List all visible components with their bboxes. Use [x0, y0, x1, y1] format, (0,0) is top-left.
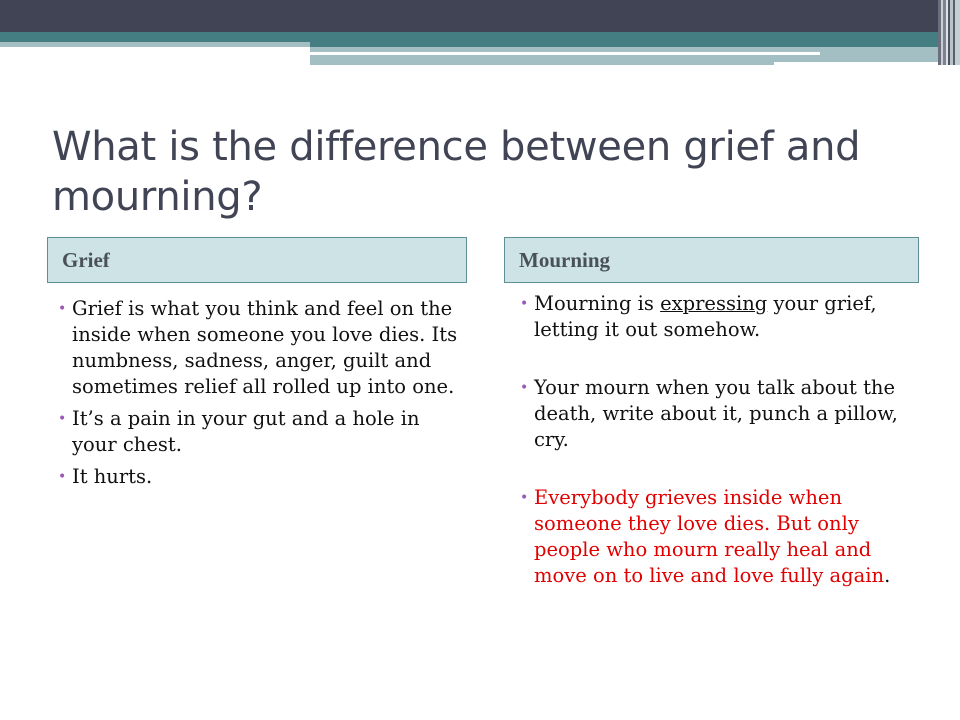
- grief-bullet: [58, 464, 458, 490]
- expressing-underlined: expressing: [660, 292, 768, 315]
- emphasis-trailing-period: .: [884, 564, 891, 587]
- mourning-bullet-text: Your mourn when you talk about the death, write about it, punch a pillow, cry.: [534, 376, 898, 451]
- header-band-teal: [0, 32, 960, 42]
- mourning-bullet-emphasis: [520, 485, 920, 589]
- bullet-icon: •: [520, 490, 529, 506]
- mourning-bullet-list: [520, 291, 920, 621]
- grief-bullet-text: Grief is what you think and feel on the inside when someone you love dies. Its numbness, sadness, anger, guilt and sometimes relief all rolled up into one.: [72, 297, 458, 398]
- mourning-bullet-text-start: Mourning is: [534, 292, 661, 315]
- mourning-bullet-text-end: your grief, letting it out somehow.: [534, 292, 877, 341]
- grief-header-label: Grief: [62, 247, 110, 272]
- bullet-icon: •: [58, 301, 67, 317]
- grief-bullet-text: It hurts.: [72, 465, 153, 488]
- slide-title: What is the difference between grief and mourning?: [52, 124, 861, 220]
- header-band-light-left: [0, 42, 310, 47]
- grief-bullet: [58, 296, 458, 400]
- grief-header: [47, 237, 467, 283]
- bullet-icon: •: [520, 296, 529, 312]
- emphasis-red-text: Everybody grieves inside when someone they love dies. But only people who mourn really heal and move on to live and love fully again: [534, 486, 885, 587]
- edge-stripes: [938, 0, 960, 65]
- header-band-dark: [0, 0, 960, 32]
- grief-bullet-text: It’s a pain in your gut and a hole in your chest.: [72, 407, 420, 456]
- mourning-header: [504, 237, 919, 283]
- header-band-white-notch: [774, 62, 942, 66]
- mourning-bullet: [520, 375, 920, 453]
- mourning-header-label: Mourning: [519, 247, 611, 272]
- bullet-icon: •: [58, 411, 67, 427]
- grief-bullet-list: [58, 296, 458, 496]
- grief-bullet: [58, 406, 458, 458]
- mourning-bullet: [520, 291, 920, 343]
- bullet-icon: •: [58, 469, 67, 485]
- bullet-icon: •: [520, 380, 529, 396]
- header-band-white-line: [310, 52, 820, 55]
